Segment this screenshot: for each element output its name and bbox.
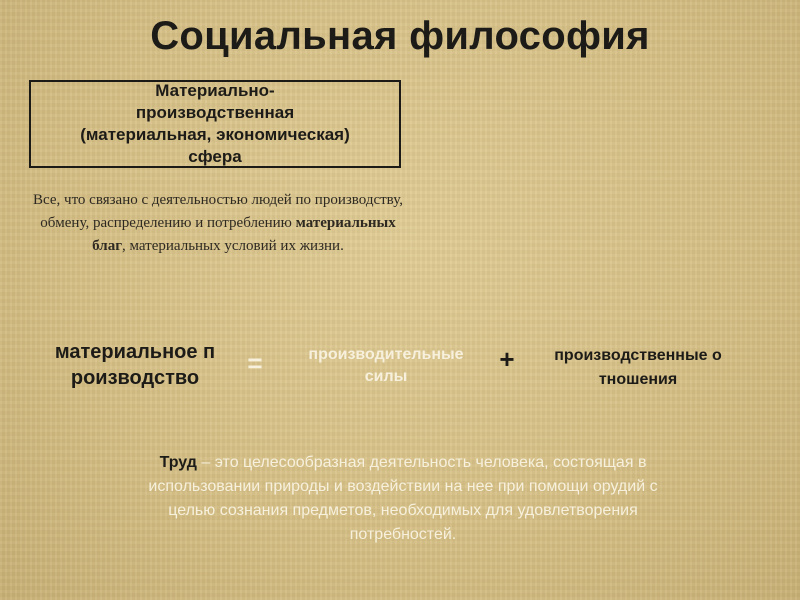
- slide-title: Социальная философия: [150, 14, 650, 58]
- forces-line: производительные: [308, 346, 464, 363]
- sphere-heading: [29, 80, 401, 168]
- definition-text: Все, что связано с деятельностью людей по производству, обмену, распределению и потреблению: [33, 192, 403, 231]
- labor-definition: [130, 451, 676, 547]
- sphere-line: Материально-: [155, 81, 275, 100]
- sphere-definition: [28, 189, 408, 258]
- plus-sign: +: [499, 344, 515, 374]
- definition-emphasis: материальных благ: [92, 215, 396, 254]
- labor-text: – это целесообразная деятельность человека, состоящая в использовании природы и воздействии на нее при помощи орудий с целью сознания предметов, необходимых для удовлетворения потребностей.: [148, 454, 658, 543]
- definition-text-end: , материальных условий их жизни.: [122, 238, 344, 254]
- labor-term: Труд: [159, 454, 197, 471]
- material-production-term: материальное производство: [54, 341, 216, 389]
- sphere-line: сфера: [188, 147, 242, 166]
- production-relations-term: производственные отношения: [554, 347, 722, 388]
- equals-sign: =: [247, 348, 263, 378]
- sphere-line: производственная: [135, 103, 295, 122]
- productive-forces-term: [286, 344, 486, 388]
- forces-line: силы: [364, 368, 408, 385]
- sphere-line: (материальная, экономическая): [80, 125, 350, 144]
